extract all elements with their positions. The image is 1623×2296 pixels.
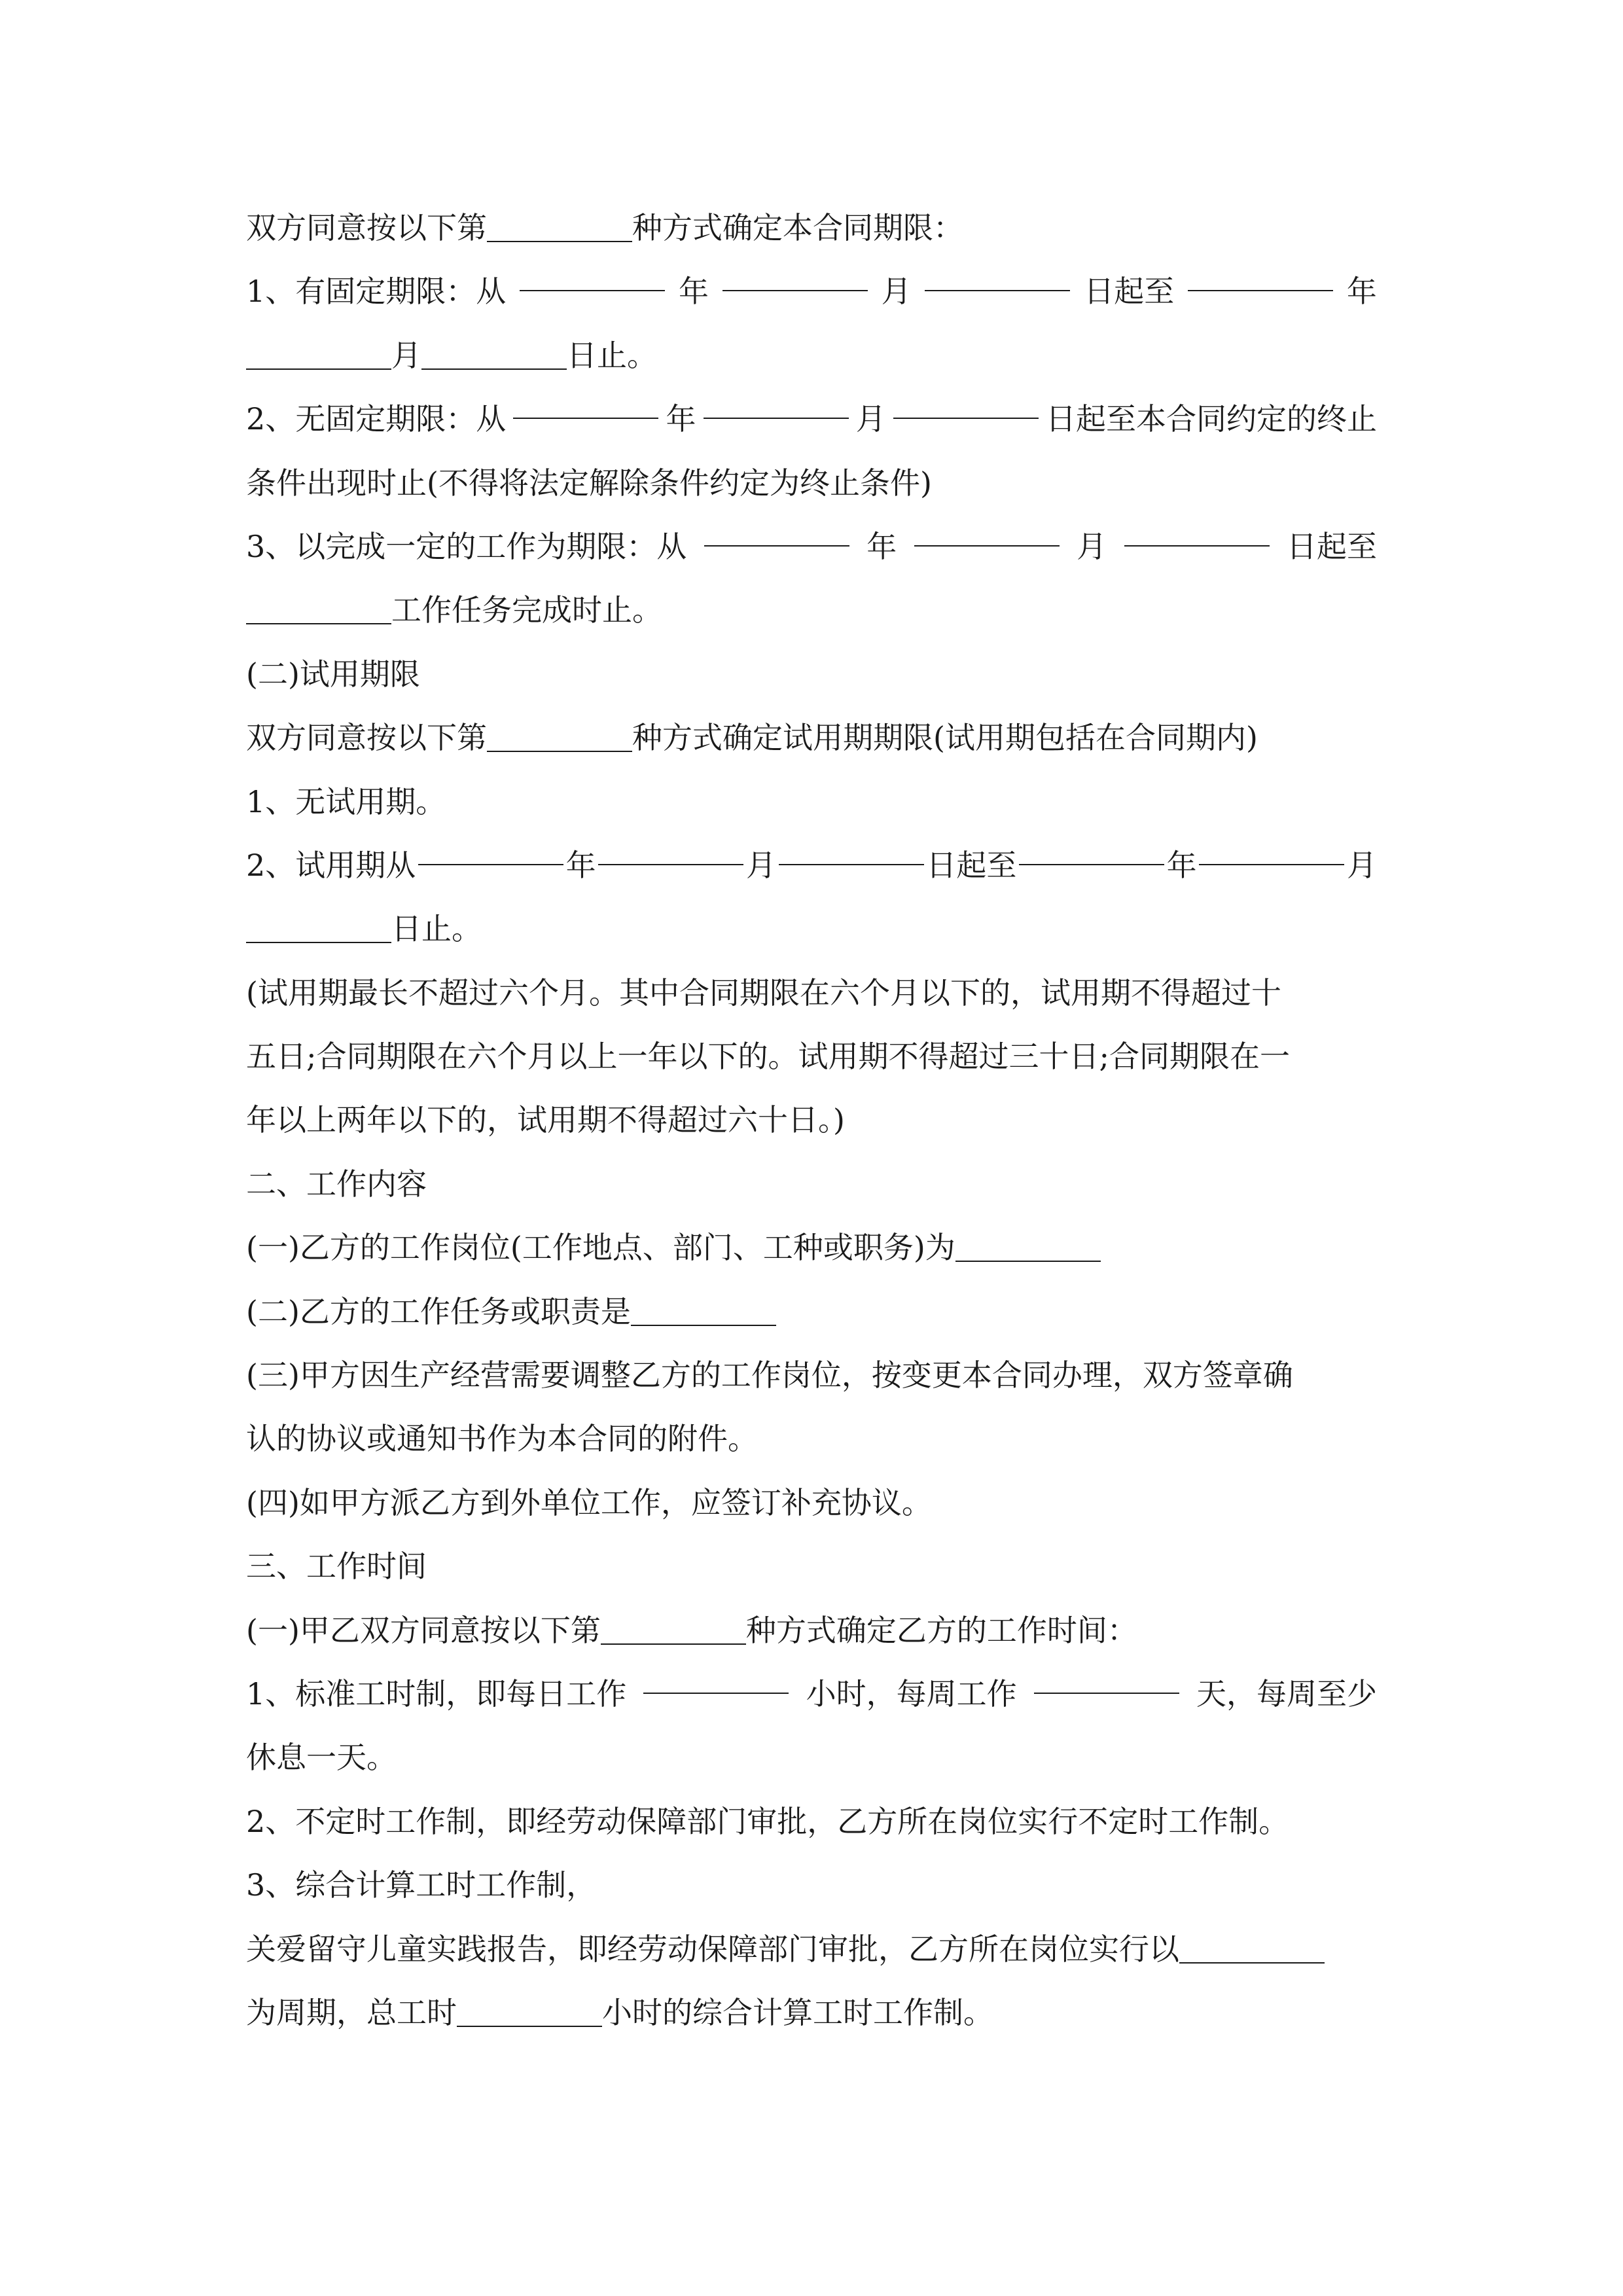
text-segment: 年 — [866, 528, 897, 564]
text-line — [246, 1471, 1377, 1535]
fill-in-blank[interactable] — [779, 834, 924, 865]
text-segment: 年 — [678, 274, 709, 310]
text-line — [246, 515, 1377, 579]
fill-in-blank[interactable] — [418, 834, 563, 865]
fill-in-blank[interactable] — [487, 211, 632, 242]
text-segment: 种方式确定试用期期限(试用期包括在合同期内) — [632, 720, 1258, 756]
text-line — [246, 643, 1377, 706]
text-segment: (一)乙方的工作岗位(工作地点、部门、工种或职务)为 — [246, 1230, 955, 1266]
text-segment: 为周期，总工时 — [246, 1994, 457, 2030]
fill-in-blank[interactable] — [1188, 260, 1333, 291]
text-line — [246, 1981, 1377, 2045]
fill-in-blank[interactable] — [704, 515, 849, 547]
text-segment: 种方式确定本合同期限： — [632, 210, 963, 245]
text-line — [246, 1344, 1377, 1407]
text-segment: 休息一天。 — [246, 1740, 397, 1776]
text-segment: 天，每周至少 — [1196, 1676, 1377, 1712]
text-line — [246, 1599, 1377, 1662]
text-segment: 日起至 — [1287, 528, 1377, 564]
text-segment: 双方同意按以下第 — [246, 210, 487, 245]
text-segment: 日起至 — [1084, 274, 1175, 310]
text-line — [246, 452, 1377, 515]
text-segment: 月 — [745, 847, 776, 883]
fill-in-blank[interactable] — [893, 387, 1039, 419]
text-segment: 年 — [666, 401, 696, 437]
text-line — [246, 1726, 1377, 1789]
text-line — [246, 1025, 1377, 1088]
fill-in-blank[interactable] — [601, 1613, 746, 1645]
text-line — [246, 1790, 1377, 1854]
text-line — [246, 387, 1377, 451]
text-segment: 日起至本合同约定的终止 — [1045, 401, 1377, 437]
text-segment: 种方式确定乙方的工作时间： — [745, 1612, 1137, 1648]
text-line — [246, 897, 1377, 961]
fill-in-blank[interactable] — [1124, 515, 1270, 547]
fill-in-blank[interactable] — [643, 1662, 789, 1694]
fill-in-blank[interactable] — [457, 1996, 602, 2027]
text-segment: 日止。 — [567, 337, 657, 373]
fill-in-blank[interactable] — [513, 387, 658, 419]
text-line — [246, 1216, 1377, 1280]
text-segment: 条件出现时止(不得将法定解除条件约定为终止条件) — [246, 465, 932, 501]
text-segment: 二、工作内容 — [246, 1166, 427, 1202]
text-segment: (一)甲乙双方同意按以下第 — [246, 1612, 601, 1648]
text-segment: 2、不定时工作制，即经劳动保障部门审批，乙方所在岗位实行不定时工作制。 — [246, 1803, 1289, 1839]
text-segment: 年 — [1166, 847, 1197, 883]
text-segment: 年 — [565, 847, 596, 883]
text-segment: 工作任务完成时止。 — [391, 592, 662, 628]
text-segment: (二)试用期限 — [246, 656, 420, 692]
fill-in-blank[interactable] — [1034, 1662, 1179, 1694]
text-line — [246, 1535, 1377, 1598]
text-segment: 月 — [881, 274, 912, 310]
text-line — [246, 579, 1377, 642]
text-line — [246, 196, 1377, 260]
text-segment: 2、试用期从 — [246, 847, 416, 883]
text-line — [246, 1918, 1377, 1981]
text-segment: 小时，每周工作 — [806, 1676, 1017, 1712]
text-segment: 月 — [855, 401, 886, 437]
text-segment: (四)如甲方派乙方到外单位工作，应签订补充协议。 — [246, 1484, 932, 1520]
fill-in-blank[interactable] — [487, 721, 632, 752]
text-line — [246, 1153, 1377, 1216]
fill-in-blank[interactable] — [955, 1230, 1101, 1262]
text-segment: 月 — [391, 337, 421, 373]
text-line — [246, 260, 1377, 323]
text-segment: 日起至 — [926, 847, 1017, 883]
text-line — [246, 1088, 1377, 1152]
text-line — [246, 770, 1377, 834]
text-segment: 小时的综合计算工时工作制。 — [602, 1994, 993, 2030]
fill-in-blank[interactable] — [246, 912, 391, 943]
text-line — [246, 834, 1377, 897]
text-line — [246, 1854, 1377, 1917]
fill-in-blank[interactable] — [1019, 834, 1164, 865]
text-segment: 1、有固定期限：从 — [246, 274, 507, 310]
text-segment: 1、无试用期。 — [246, 783, 446, 819]
text-segment: 月 — [1077, 528, 1107, 564]
text-segment: (二)乙方的工作任务或职责是 — [246, 1293, 631, 1329]
fill-in-blank[interactable] — [598, 834, 743, 865]
text-segment: 五日;合同期限在六个月以上一年以下的。试用期不得超过三十日;合同期限在一 — [246, 1039, 1290, 1075]
fill-in-blank[interactable] — [1179, 1932, 1325, 1964]
text-segment: 月 — [1347, 847, 1377, 883]
text-segment: (三)甲方因生产经营需要调整乙方的工作岗位，按变更本合同办理，双方签章确 — [246, 1357, 1293, 1393]
text-segment: 3、以完成一定的工作为期限：从 — [246, 528, 687, 564]
text-line — [246, 1662, 1377, 1726]
text-line — [246, 1280, 1377, 1344]
text-segment: 关爱留守儿童实践报告，即经劳动保障部门审批，乙方所在岗位实行以 — [246, 1931, 1179, 1967]
text-segment: (试用期最长不超过六个月。其中合同期限在六个月以下的，试用期不得超过十 — [246, 975, 1281, 1011]
text-segment: 日止。 — [391, 911, 482, 947]
document-body — [246, 196, 1377, 2045]
fill-in-blank[interactable] — [722, 260, 868, 291]
text-line — [246, 324, 1377, 387]
fill-in-blank[interactable] — [704, 387, 849, 419]
text-segment: 年以上两年以下的，试用期不得超过六十日。) — [246, 1102, 845, 1138]
text-segment: 双方同意按以下第 — [246, 720, 487, 756]
text-segment: 认的协议或通知书作为本合同的附件。 — [246, 1421, 758, 1457]
text-segment: 3、综合计算工时工作制， — [246, 1867, 597, 1903]
text-segment: 年 — [1346, 274, 1377, 310]
fill-in-blank[interactable] — [246, 593, 391, 624]
fill-in-blank[interactable] — [914, 515, 1060, 547]
text-line — [246, 961, 1377, 1025]
fill-in-blank[interactable] — [1199, 834, 1344, 865]
text-line — [246, 706, 1377, 770]
fill-in-blank[interactable] — [246, 338, 391, 370]
fill-in-blank[interactable] — [925, 260, 1070, 291]
text-segment: 1、标准工时制，即每日工作 — [246, 1676, 627, 1712]
text-line — [246, 1407, 1377, 1471]
text-segment: 2、无固定期限：从 — [246, 401, 507, 437]
fill-in-blank[interactable] — [631, 1295, 776, 1326]
fill-in-blank[interactable] — [520, 260, 665, 291]
text-segment: 三、工作时间 — [246, 1549, 427, 1585]
fill-in-blank[interactable] — [421, 338, 567, 370]
